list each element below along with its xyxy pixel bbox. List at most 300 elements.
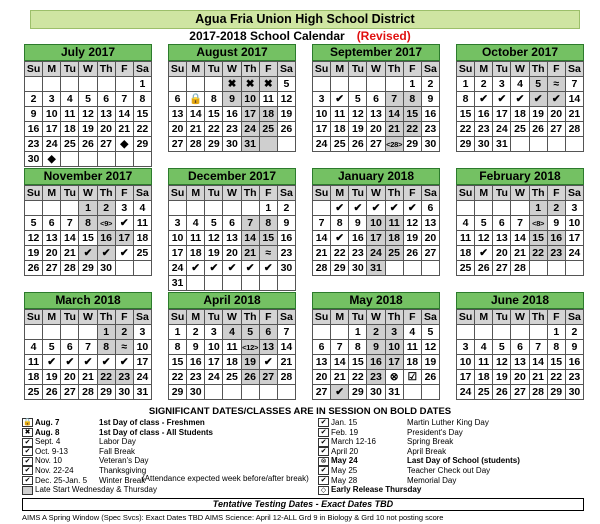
week-row	[457, 107, 584, 122]
day-cell: 16	[565, 355, 583, 370]
day-cell: 23	[421, 122, 439, 137]
day-cell: 25	[475, 385, 493, 400]
day-cell	[79, 152, 97, 167]
month-table	[312, 185, 440, 276]
legend-date: Oct. 9-13	[35, 446, 68, 456]
weekday-header: Th	[529, 310, 547, 325]
day-cell: 17	[133, 355, 151, 370]
week-row	[25, 77, 152, 92]
week-row	[457, 77, 584, 92]
day-cell: 12	[421, 340, 439, 355]
weekday-header: W	[223, 310, 241, 325]
day-cell: 12	[79, 107, 97, 122]
legend-description: Fall Break	[99, 446, 136, 456]
week-row	[25, 385, 152, 400]
day-cell: 24	[43, 137, 61, 152]
week-row	[457, 92, 584, 107]
day-cell: 13	[97, 107, 115, 122]
weekday-header: F	[259, 186, 277, 201]
legend-date: Nov. 22-24	[35, 466, 74, 475]
month-table	[456, 185, 584, 276]
day-cell: 22	[529, 246, 547, 261]
day-cell: 4	[133, 201, 151, 216]
week-row	[25, 152, 152, 167]
day-cell: 26	[25, 261, 43, 276]
day-cell: ✔	[115, 246, 133, 261]
day-cell: 10	[205, 340, 223, 355]
day-cell: 7	[79, 340, 97, 355]
day-cell: 3	[43, 92, 61, 107]
legend-description: April Break	[407, 446, 447, 456]
day-cell: 9	[187, 340, 205, 355]
day-cell: 21	[79, 370, 97, 385]
day-cell: 29	[133, 137, 151, 152]
legend-item	[318, 485, 421, 494]
day-cell: 7	[61, 216, 79, 231]
day-cell	[223, 201, 241, 216]
week-row	[313, 231, 440, 246]
day-cell: 21	[565, 107, 583, 122]
day-cell: 18	[133, 231, 151, 246]
day-cell: 19	[421, 355, 439, 370]
day-cell: 11	[457, 231, 475, 246]
weekday-header-row	[457, 62, 584, 77]
day-cell	[313, 325, 331, 340]
week-row	[313, 122, 440, 137]
month-table	[168, 61, 296, 152]
month-title: August 2017	[168, 44, 296, 61]
day-cell: 20	[367, 122, 385, 137]
day-cell: 23	[223, 122, 241, 137]
day-cell: 16	[475, 107, 493, 122]
legend-icon: 🔒	[23, 419, 32, 427]
day-cell: 1	[349, 325, 367, 340]
day-cell: ✔	[475, 92, 493, 107]
weekday-header: F	[547, 62, 565, 77]
weekday-header: F	[115, 310, 133, 325]
day-cell: 22	[403, 122, 421, 137]
day-cell: 22	[457, 122, 475, 137]
day-cell	[25, 201, 43, 216]
day-cell: 10	[43, 107, 61, 122]
month-calendar	[312, 168, 440, 276]
legend-icon	[22, 486, 33, 495]
revised-label: (Revised)	[356, 29, 411, 43]
day-cell: 4	[457, 216, 475, 231]
day-cell: 9	[565, 340, 583, 355]
weekday-header: W	[367, 186, 385, 201]
day-cell: ✔	[79, 355, 97, 370]
weekday-header: Su	[457, 186, 475, 201]
day-cell: 17	[169, 246, 187, 261]
day-cell: 23	[565, 370, 583, 385]
weekday-header: Sa	[277, 62, 295, 77]
legend-item	[318, 466, 490, 475]
day-cell: 7	[565, 77, 583, 92]
day-cell: ✔	[547, 92, 565, 107]
legend-icon: ✖	[22, 428, 33, 437]
day-cell: 31	[169, 276, 187, 291]
legend-icon: ✔	[22, 457, 33, 466]
month-table	[456, 61, 584, 152]
day-cell: 7	[241, 216, 259, 231]
day-cell: 26	[277, 122, 295, 137]
week-row	[25, 231, 152, 246]
day-cell: 1	[403, 77, 421, 92]
day-cell: 16	[367, 355, 385, 370]
day-cell: 28	[529, 385, 547, 400]
legend-description: Last Day of School (students)	[407, 456, 520, 466]
day-cell: 5	[277, 77, 295, 92]
weekday-header: W	[511, 310, 529, 325]
day-cell: 21	[115, 122, 133, 137]
day-cell: ✔	[331, 385, 349, 400]
day-cell: 16	[349, 231, 367, 246]
day-cell: 15	[169, 355, 187, 370]
weekday-header: F	[403, 62, 421, 77]
day-cell: 19	[43, 370, 61, 385]
weekday-header: Sa	[277, 310, 295, 325]
day-cell: 9	[25, 107, 43, 122]
district-title: Agua Fria Union High School District	[30, 10, 580, 29]
day-cell: 14	[187, 107, 205, 122]
day-cell	[547, 261, 565, 276]
day-cell: 15	[403, 107, 421, 122]
week-row	[313, 261, 440, 276]
legend-date: Nov. 10	[35, 456, 62, 466]
day-cell	[223, 385, 241, 400]
day-cell: 8	[205, 92, 223, 107]
weekday-header: M	[43, 62, 61, 77]
day-cell: ✔	[115, 216, 133, 231]
day-cell	[241, 385, 259, 400]
day-cell: 21	[511, 246, 529, 261]
day-cell: 29	[403, 137, 421, 152]
day-cell: 25	[457, 261, 475, 276]
day-cell: ✖	[259, 77, 277, 92]
legend-icon: ✔	[318, 428, 329, 437]
day-cell: 16	[223, 107, 241, 122]
month-calendar	[312, 44, 440, 152]
weekday-header: W	[511, 62, 529, 77]
day-cell: 14	[511, 231, 529, 246]
day-cell: 4	[25, 340, 43, 355]
day-cell	[421, 385, 439, 400]
day-cell: 30	[277, 261, 295, 276]
day-cell: 10	[385, 340, 403, 355]
weekday-header: Tu	[205, 62, 223, 77]
day-cell	[259, 276, 277, 291]
day-cell: 30	[223, 137, 241, 152]
day-cell: 25	[133, 246, 151, 261]
weekday-header: W	[79, 310, 97, 325]
weekday-header: M	[475, 62, 493, 77]
day-cell: ✔	[349, 201, 367, 216]
month-table	[24, 61, 152, 167]
day-cell: 20	[223, 246, 241, 261]
day-cell: ✔	[331, 92, 349, 107]
day-cell: 17	[385, 355, 403, 370]
weekday-header: Th	[385, 310, 403, 325]
week-row	[457, 325, 584, 340]
day-cell: 13	[511, 355, 529, 370]
day-cell: 29	[205, 137, 223, 152]
day-cell: 6	[313, 340, 331, 355]
weekday-header-row	[313, 310, 440, 325]
month-calendar	[456, 44, 584, 152]
day-cell: 2	[115, 325, 133, 340]
day-cell: 31	[241, 137, 259, 152]
day-cell: 27	[169, 137, 187, 152]
weekday-header: Su	[169, 62, 187, 77]
day-cell: 11	[403, 340, 421, 355]
day-cell: 1	[457, 77, 475, 92]
day-cell: 11	[385, 216, 403, 231]
week-row	[169, 122, 296, 137]
day-cell: 26	[421, 370, 439, 385]
day-cell: 15	[133, 107, 151, 122]
day-cell: 21	[313, 246, 331, 261]
weekday-header: Sa	[565, 310, 583, 325]
week-row	[313, 355, 440, 370]
day-cell: ◆	[43, 152, 61, 167]
week-row	[457, 355, 584, 370]
day-cell: 8	[457, 92, 475, 107]
day-cell	[187, 276, 205, 291]
day-cell: 31	[385, 385, 403, 400]
legend-description: Spring Break	[407, 437, 454, 447]
day-cell: 30	[475, 137, 493, 152]
day-cell	[43, 325, 61, 340]
week-row	[313, 340, 440, 355]
day-cell: 5	[475, 216, 493, 231]
day-cell: 22	[547, 370, 565, 385]
week-row	[169, 276, 296, 291]
day-cell: 7	[277, 325, 295, 340]
day-cell: 3	[385, 325, 403, 340]
day-cell: 12	[403, 216, 421, 231]
day-cell: 26	[529, 122, 547, 137]
week-row	[313, 107, 440, 122]
legend-description: Veteran's Day	[99, 456, 149, 466]
week-row	[457, 385, 584, 400]
weekday-header: Tu	[61, 186, 79, 201]
day-cell	[475, 325, 493, 340]
day-cell: 13	[169, 107, 187, 122]
month-calendar	[168, 44, 296, 152]
day-cell: 11	[25, 355, 43, 370]
day-cell: ✔	[61, 355, 79, 370]
day-cell: 23	[115, 370, 133, 385]
month-title: November 2017	[24, 168, 152, 185]
day-cell: 5	[241, 325, 259, 340]
day-cell: 7	[313, 216, 331, 231]
day-cell: 30	[565, 385, 583, 400]
month-table	[312, 309, 440, 400]
day-cell: 1	[133, 77, 151, 92]
weekday-header: M	[331, 310, 349, 325]
day-cell: 15	[349, 355, 367, 370]
legend-date: Late Start Wednesday & Thursday	[35, 485, 157, 495]
day-cell	[61, 201, 79, 216]
calendar-subtitle	[0, 29, 600, 43]
week-row	[313, 201, 440, 216]
weekday-header: F	[547, 310, 565, 325]
day-cell	[403, 261, 421, 276]
week-row	[457, 246, 584, 261]
day-cell: ✔	[475, 246, 493, 261]
day-cell: 29	[349, 385, 367, 400]
weekday-header-row	[313, 186, 440, 201]
day-cell: 7	[385, 92, 403, 107]
day-cell	[385, 77, 403, 92]
day-cell: 1	[529, 201, 547, 216]
day-cell: ✔	[331, 201, 349, 216]
weekday-header: Th	[241, 62, 259, 77]
week-row	[169, 231, 296, 246]
day-cell: 5	[349, 92, 367, 107]
day-cell: 21	[241, 246, 259, 261]
day-cell: 24	[367, 246, 385, 261]
day-cell: 10	[367, 216, 385, 231]
day-cell: 21	[331, 370, 349, 385]
day-cell	[277, 276, 295, 291]
weekday-header: Sa	[421, 186, 439, 201]
week-row	[169, 107, 296, 122]
weekday-header: Th	[385, 62, 403, 77]
day-cell	[511, 325, 529, 340]
day-cell	[349, 77, 367, 92]
legend-date: Early Release Thursday	[331, 485, 422, 495]
day-cell	[277, 137, 295, 152]
day-cell: 28	[277, 370, 295, 385]
day-cell: 25	[511, 122, 529, 137]
weekday-header: Su	[457, 62, 475, 77]
day-cell	[511, 201, 529, 216]
day-cell: 23	[277, 246, 295, 261]
weekday-header: F	[403, 310, 421, 325]
day-cell: 3	[115, 201, 133, 216]
day-cell: 4	[403, 325, 421, 340]
week-row	[313, 385, 440, 400]
day-cell: 2	[25, 92, 43, 107]
day-cell: 2	[421, 77, 439, 92]
day-cell: 28	[565, 122, 583, 137]
day-cell	[511, 137, 529, 152]
day-cell: 9	[421, 92, 439, 107]
week-row	[313, 246, 440, 261]
legend-description: Winter Break	[99, 475, 146, 485]
weekday-header: Th	[385, 186, 403, 201]
week-row	[25, 137, 152, 152]
day-cell: 27	[421, 246, 439, 261]
legend-date: Aug. 7	[35, 418, 60, 427]
day-cell: ◆	[115, 137, 133, 152]
day-cell: 2	[547, 201, 565, 216]
day-cell: 17	[43, 122, 61, 137]
day-cell	[115, 77, 133, 92]
day-cell	[565, 261, 583, 276]
day-cell: 20	[169, 122, 187, 137]
legend-description: Labor Day	[99, 437, 136, 447]
day-cell: 19	[241, 355, 259, 370]
day-cell: 12	[475, 231, 493, 246]
month-title: October 2017	[456, 44, 584, 61]
day-cell: 12	[349, 107, 367, 122]
day-cell: 24	[169, 261, 187, 276]
day-cell	[313, 77, 331, 92]
day-cell: 28	[187, 137, 205, 152]
legend-description: 1st Day of class - Freshmen	[99, 418, 205, 427]
day-cell: 10	[133, 340, 151, 355]
day-cell: 3	[493, 77, 511, 92]
weekday-header-row	[169, 62, 296, 77]
weekday-header: W	[79, 62, 97, 77]
day-cell: ✔	[241, 261, 259, 276]
day-cell: <12>	[241, 340, 259, 355]
day-cell: 11	[187, 231, 205, 246]
weekday-header: Sa	[133, 310, 151, 325]
day-cell: 27	[61, 385, 79, 400]
day-cell: 6	[259, 325, 277, 340]
day-cell: 18	[457, 246, 475, 261]
day-cell	[313, 201, 331, 216]
day-cell	[529, 325, 547, 340]
week-row	[169, 340, 296, 355]
weekday-header: Sa	[133, 186, 151, 201]
weekday-header: Th	[97, 186, 115, 201]
day-cell: 26	[403, 246, 421, 261]
month-table	[168, 185, 296, 291]
month-calendar	[312, 292, 440, 400]
month-title: February 2018	[456, 168, 584, 185]
day-cell: <9>	[97, 216, 115, 231]
day-cell: 6	[61, 340, 79, 355]
day-cell: 26	[349, 137, 367, 152]
tentative-testing-banner: Tentative Testing Dates - Exact Dates TBD	[22, 498, 584, 511]
legend-icon: ✔	[22, 438, 33, 447]
weekday-header: Su	[25, 62, 43, 77]
day-cell: 7	[115, 92, 133, 107]
week-row	[457, 216, 584, 231]
day-cell: 22	[205, 122, 223, 137]
day-cell	[25, 325, 43, 340]
day-cell: 24	[205, 370, 223, 385]
day-cell: 4	[61, 92, 79, 107]
day-cell	[475, 201, 493, 216]
day-cell: 10	[565, 216, 583, 231]
day-cell	[97, 77, 115, 92]
day-cell: 8	[259, 216, 277, 231]
day-cell: 6	[493, 216, 511, 231]
day-cell: 17	[565, 231, 583, 246]
day-cell: 5	[421, 325, 439, 340]
day-cell: 5	[493, 340, 511, 355]
week-row	[169, 355, 296, 370]
legend-date: Sept. 4	[35, 437, 61, 447]
day-cell: 13	[223, 231, 241, 246]
month-calendar	[24, 292, 152, 400]
weekday-header: Tu	[349, 186, 367, 201]
day-cell: ✖	[241, 77, 259, 92]
day-cell: 14	[529, 355, 547, 370]
day-cell: 14	[241, 231, 259, 246]
day-cell: ✔	[115, 355, 133, 370]
week-row	[25, 216, 152, 231]
day-cell: 29	[331, 261, 349, 276]
weekday-header: F	[259, 310, 277, 325]
week-row	[313, 325, 440, 340]
